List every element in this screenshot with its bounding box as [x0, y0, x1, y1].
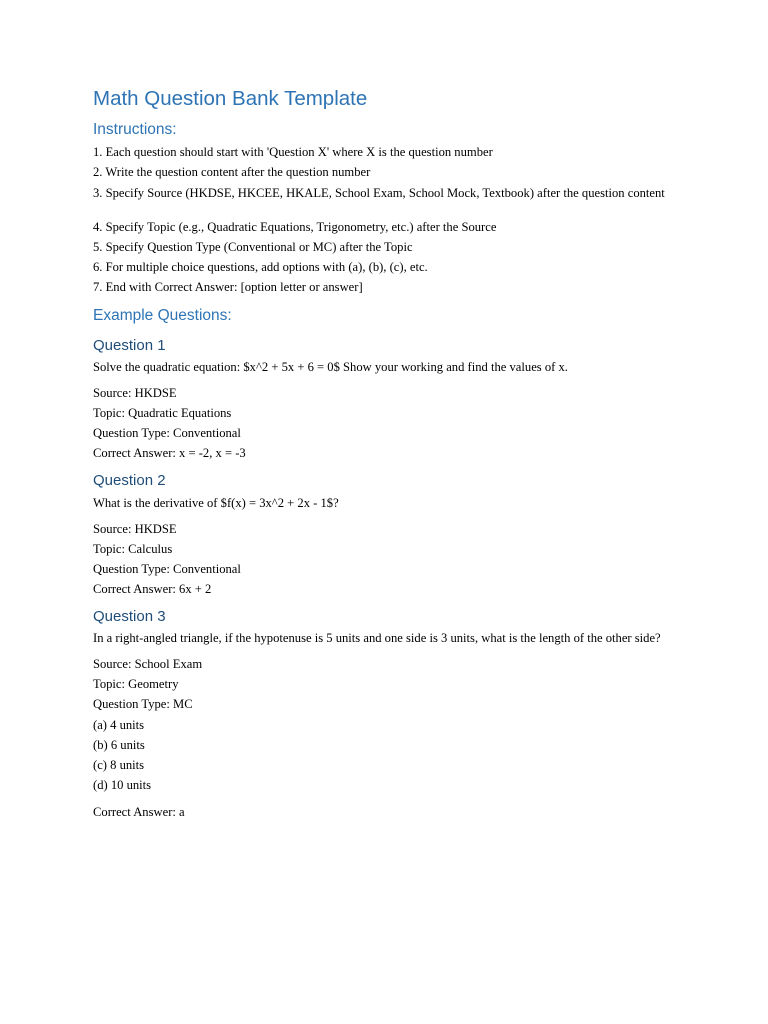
question-option: (d) 10 units [93, 778, 152, 792]
instruction-item: 1. Each question should start with 'Question X' where X is the question number [93, 145, 493, 159]
question-heading: Question 2 [93, 472, 166, 489]
question-text: Solve the quadratic equation: $x^2 + 5x + 6 = 0$ Show your working and find the values of x. [93, 360, 568, 374]
question-heading: Question 3 [93, 608, 166, 625]
instruction-item: 6. For multiple choice questions, add options with (a), (b), (c), etc. [93, 260, 428, 274]
instruction-item: 7. End with Correct Answer: [option letter or answer] [93, 280, 363, 294]
question-text: What is the derivative of $f(x) = 3x^2 + 2x - 1$? [93, 496, 339, 510]
question-text: In a right-angled triangle, if the hypotenuse is 5 units and one side is 3 units, what is the length of the other side? [93, 631, 661, 645]
question-source: Source: HKDSE [93, 386, 177, 400]
question-topic: Topic: Geometry [93, 677, 179, 691]
question-option: (a) 4 units [93, 718, 145, 732]
instruction-item: 3. Specify Source (HKDSE, HKCEE, HKALE, School Exam, School Mock, Textbook) after the question content [93, 186, 665, 200]
instructions-heading: Instructions: [93, 121, 177, 138]
question-source: Source: School Exam [93, 657, 203, 671]
question-source: Source: HKDSE [93, 522, 177, 536]
examples-heading: Example Questions: [93, 307, 232, 324]
question-type: Question Type: MC [93, 697, 193, 711]
instruction-item: 5. Specify Question Type (Conventional or MC) after the Topic [93, 240, 413, 254]
question-option: (c) 8 units [93, 758, 145, 772]
question-topic: Topic: Quadratic Equations [93, 406, 232, 420]
question-type: Question Type: Conventional [93, 426, 241, 440]
document-title: Math Question Bank Template [93, 87, 368, 110]
question-heading: Question 1 [93, 337, 166, 354]
instruction-item: 2. Write the question content after the question number [93, 165, 371, 179]
question-answer: Correct Answer: x = -2, x = -3 [93, 446, 246, 460]
question-answer: Correct Answer: a [93, 805, 185, 819]
instruction-item: 4. Specify Topic (e.g., Quadratic Equations, Trigonometry, etc.) after the Source [93, 220, 497, 234]
question-type: Question Type: Conventional [93, 562, 241, 576]
question-option: (b) 6 units [93, 738, 145, 752]
question-topic: Topic: Calculus [93, 542, 173, 556]
question-answer: Correct Answer: 6x + 2 [93, 582, 212, 596]
